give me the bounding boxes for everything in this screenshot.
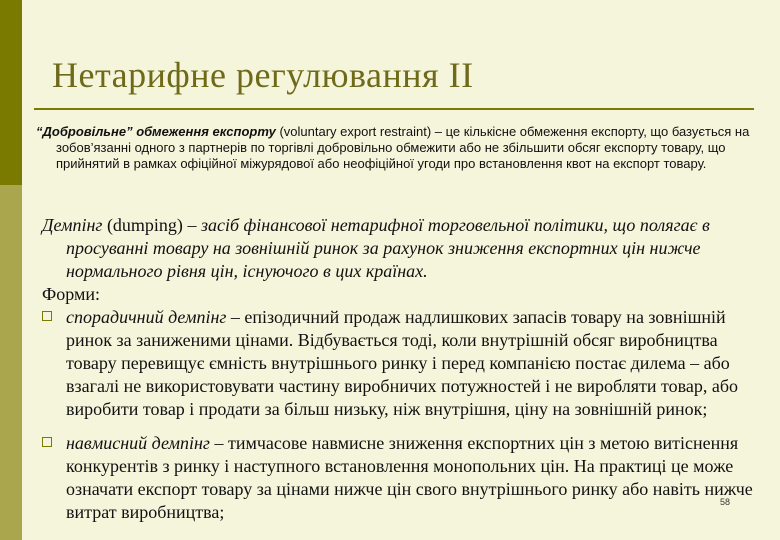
bullet-term: навмисний демпінг <box>66 433 210 453</box>
forms-label: Форми: <box>42 284 100 304</box>
paragraph2-term-en: (dumping) <box>102 215 188 235</box>
bullet-text: – тимчасове навмисне зниження експортних цін з метою витіснення конкурентів з ринку і наступного встановлення монопольних цін. На практиці це може означати експорт товару за цінами нижче цін свого внутрішнього ринку або навіть нижче витрат виробництва; <box>66 433 753 522</box>
square-bullet-icon <box>42 437 52 447</box>
paragraph1-term: “Добровільне” обмеження експорту <box>36 124 276 139</box>
slide-title: Нетарифне регулювання ІІ <box>52 55 474 95</box>
list-item-sporadic-dumping <box>42 306 762 421</box>
paragraph2-definition: – засіб фінансової нетарифної торговельної політики, що полягає в просуванні товару на зовнішній ринок за рахунок зниження експортних цін нижче нормального рівня цін, існуючого в цих країнах. <box>66 215 710 281</box>
voluntary-export-restraint-paragraph <box>36 124 780 172</box>
sidebar-accent-light <box>0 185 22 540</box>
list-item-text <box>66 432 762 524</box>
sidebar-accent-dark <box>0 0 22 185</box>
page-number: 58 <box>720 497 731 507</box>
dumping-paragraph <box>42 214 780 283</box>
square-bullet-icon <box>42 311 52 321</box>
paragraph2-term: Демпінг <box>42 215 103 235</box>
title-divider <box>34 108 754 110</box>
list-item-intentional-dumping <box>42 432 762 524</box>
paragraph1-text: (voluntary export restraint) – це кількісне обмеження експорту, що базується на зобов’язанні одного з партнерів по торгівлі добровільно обмежити або не збільшити обсяг експорту товару, що прийнятий в рамках офіційної міжурядової або неофіційної угоди про встановлення квот на експорт товару. <box>56 124 750 171</box>
bullet-text: – епізодичний продаж надлишкових запасів товару на зовнішній ринок за заниженими цінами. Відбувається тоді, коли внутрішній обсяг виробництва товару перевищує ємність внутрішнього ринку і перед компанією постає дилема – або взагалі не використовувати частину виробничих потужностей і не виробляти товар, або виробити товар і продати за більш низьку, ніж внутрішня, ціну на зовнішній ринок; <box>66 307 739 419</box>
list-item-text <box>66 306 762 421</box>
bullet-term: спорадичний демпінг <box>66 307 227 327</box>
